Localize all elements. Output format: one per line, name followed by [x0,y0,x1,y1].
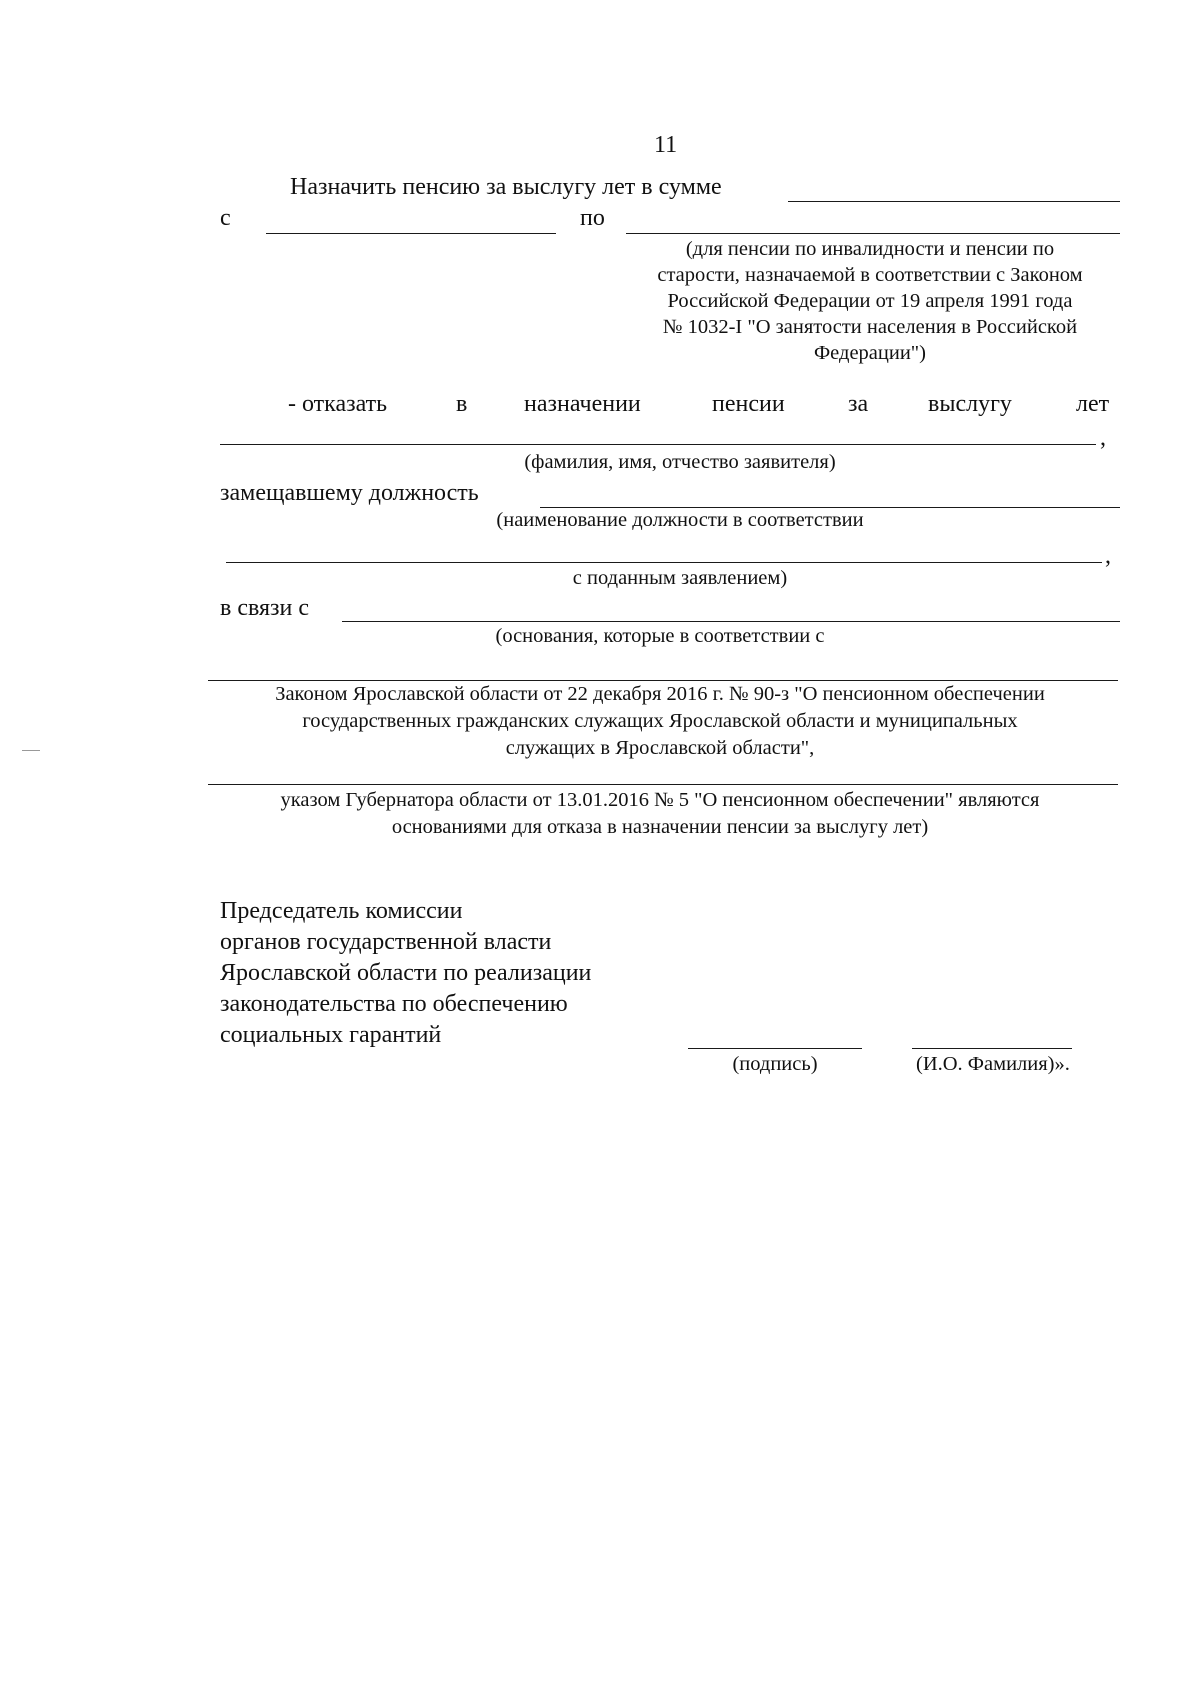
refuse-word: выслугу [928,391,1012,417]
comma: , [1100,425,1106,451]
signatory-title-line: социальных гарантий [220,1022,442,1048]
reason-line-2 [208,680,1118,681]
reason-caption-3-line: указом Губернатора области от 13.01.2016 № 5 "О пенсионном обеспечении" являются [280,789,1040,811]
page-number: 11 [654,132,678,158]
to-date-line [626,233,1120,234]
signatory-title-line: Председатель комиссии [220,898,463,924]
reason-caption-1: (основания, которые в соответствии с [495,625,825,647]
refuse-word: - отказать [288,391,388,417]
reason-line-3 [208,784,1118,785]
signatory-title-line: законодательства по обеспечению [220,991,568,1017]
from-label: с [220,205,231,231]
applicant-caption: (фамилия, имя, отчество заявителя) [524,451,836,473]
signatory-title-line: органов государственной власти [220,929,552,955]
position-caption-2: с поданным заявлением) [572,567,788,589]
assign-note-line: (для пенсии по инвалидности и пенсии по [685,238,1055,260]
from-date-line [266,233,556,234]
reason-caption-2-line: служащих в Ярославской области", [505,737,815,759]
assign-note-line: № 1032-I "О занятости населения в Российской [662,316,1078,338]
name-line [912,1048,1072,1049]
assign-note-line: Федерации") [813,342,926,364]
signature-line [688,1048,862,1049]
reason-caption-3-line: основаниями для отказа в назначении пенсии за выслугу лет) [391,816,929,838]
scan-mark [22,750,40,751]
position-label: замещавшему должность [220,480,479,506]
assign-note-line: старости, назначаемой в соответствии с Законом [657,264,1083,286]
position-caption-1: (наименование должности в соответствии [496,509,864,531]
reason-label: в связи с [220,595,310,621]
assign-note-line: Российской Федерации от 19 апреля 1991 года [667,290,1073,312]
position-line-2 [226,562,1102,563]
name-caption: (И.О. Фамилия)». [916,1053,1070,1075]
signatory-title-line: Ярославской области по реализации [220,960,592,986]
amount-field-line [788,201,1120,202]
refuse-word: лет [1076,391,1110,417]
reason-caption-2-line: государственных гражданских служащих Ярославской области и муниципальных [302,710,1018,732]
signature-caption: (подпись) [732,1053,818,1075]
refuse-word: назначении [524,391,641,417]
comma: , [1105,543,1111,569]
position-line [540,507,1120,508]
applicant-name-line [220,444,1096,445]
reason-line [342,621,1120,622]
refuse-word: пенсии [712,391,785,417]
to-label: по [580,205,605,231]
assign-pension-text: Назначить пенсию за выслугу лет в сумме [290,174,722,200]
refuse-word: в [456,391,468,417]
refuse-word: за [848,391,869,417]
reason-caption-2-line: Законом Ярославской области от 22 декабря 2016 г. № 90-з "О пенсионном обеспечении [275,683,1045,705]
